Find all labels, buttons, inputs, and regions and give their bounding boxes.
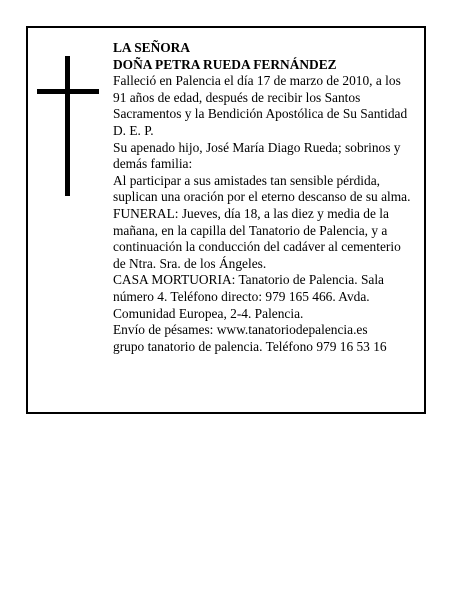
notice-line: mañana, en la capilla del Tanatorio de Palencia, y a	[113, 222, 388, 238]
notice-line: Al participar a sus amistades tan sensible pérdida,	[113, 172, 380, 188]
notice-line: Comunidad Europea, 2-4. Palencia.	[113, 305, 304, 321]
deceased-name: DOÑA PETRA RUEDA FERNÁNDEZ	[113, 56, 337, 72]
notice-line: Envío de pésames: www.tanatoriodepalencia.es	[113, 322, 368, 338]
notice-line: Falleció en Palencia el día 17 de marzo de 2010, a los	[113, 73, 401, 89]
notice-line: suplican una oración por el eterno descanso de su alma.	[113, 189, 411, 205]
deceased-title: LA SEÑORA	[113, 40, 191, 55]
notice-line: grupo tanatorio de palencia. Teléfono 979 16 53 16	[113, 338, 387, 354]
notice-line: Su apenado hijo, José María Diago Rueda; sobrinos y	[113, 139, 401, 155]
notice-line: número 4. Teléfono directo: 979 165 466. Avda.	[113, 288, 370, 304]
notice-line: FUNERAL: Jueves, día 18, a las diez y media de la	[113, 205, 389, 221]
cross-horizontal-bar	[37, 89, 99, 94]
notice-line: D. E. P.	[113, 122, 154, 138]
notice-line: demás familia:	[113, 156, 193, 172]
notice-line: continuación la conducción del cadáver al cementerio	[113, 239, 401, 255]
notice-line: de Ntra. Sra. de los Ángeles.	[113, 255, 267, 271]
notice-line: CASA MORTUORIA: Tanatorio de Palencia. Sala	[113, 272, 384, 288]
notice-line: Sacramentos y la Bendición Apostólica de Su Santidad	[113, 106, 408, 122]
cross-vertical-bar	[65, 56, 70, 196]
notice-body	[113, 40, 413, 355]
notice-line: 91 años de edad, después de recibir los Santos	[113, 89, 361, 105]
cross-icon	[37, 56, 99, 196]
